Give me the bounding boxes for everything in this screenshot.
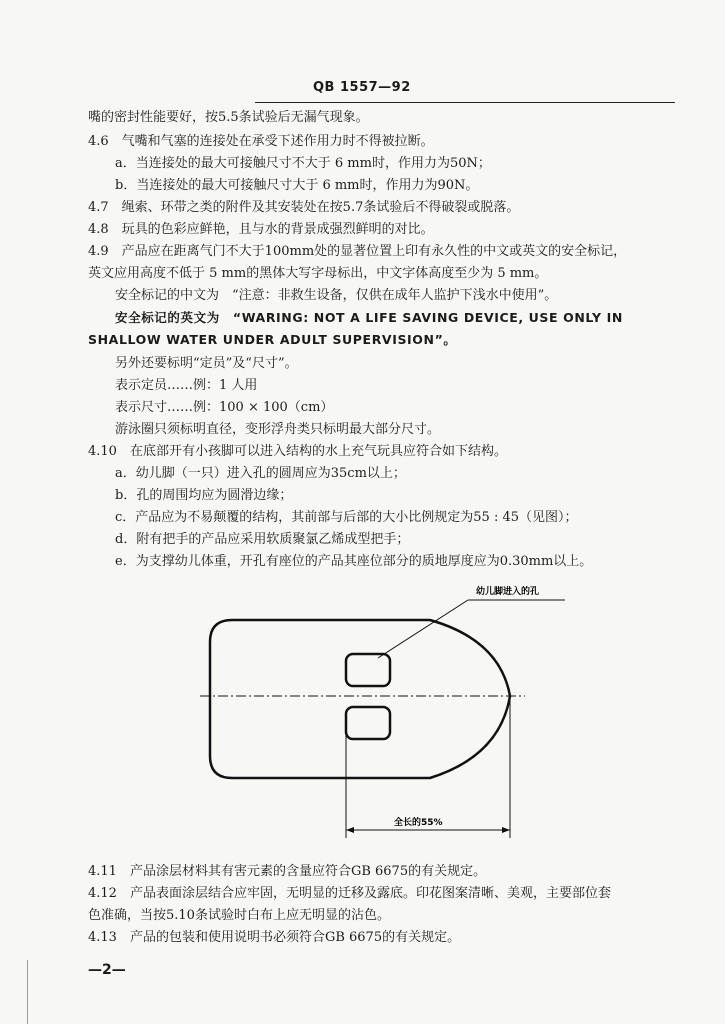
clause-4-10-e: e．为支撑幼儿体重，开孔有座位的产品其座位部分的质地厚度应为0.30mm以上。 bbox=[115, 554, 593, 569]
safety-mark-cn: 安全标记的中文为 “注意：非救生设备，仅供在成年人监护下浅水中使用”。 bbox=[115, 288, 558, 303]
text-line: 表示尺寸……例：100 × 100（cm） bbox=[115, 400, 334, 415]
clause-4-10: 4.10 在底部开有小孩脚可以进入结构的水上充气玩具应符合如下结构。 bbox=[88, 444, 507, 459]
clause-4-12: 4.12 产品表面涂层结合应牢固，无明显的迁移及露底。印花图案清晰、美观，主要部位套 bbox=[88, 886, 611, 901]
text-line: 另外还要标明“定员”及“尺寸”。 bbox=[115, 356, 298, 371]
clause-4-10-b: b．孔的周围均应为圆滑边缘； bbox=[115, 488, 293, 503]
text-line: 嘴的密封性能要好，按5.5条试验后无漏气现象。 bbox=[88, 110, 369, 125]
text-line: 游泳圈只须标明直径，变形浮舟类只标明最大部分尺寸。 bbox=[115, 422, 441, 437]
arrow-right bbox=[502, 827, 510, 833]
arrow-left bbox=[346, 827, 354, 833]
clause-4-13: 4.13 产品的包装和使用说明书必须符合GB 6675的有关规定。 bbox=[88, 930, 461, 945]
clause-4-9: 4.9 产品应在距离气门不大于100mm处的显著位置上印有永久性的中文或英文的安全标记， bbox=[88, 244, 627, 259]
text-line: 表示定员……例：1 人用 bbox=[115, 378, 258, 393]
safety-mark-en: 安全标记的英文为 “WARING: NOT A LIFE SAVING DEVICE, USE ONLY IN bbox=[115, 310, 623, 325]
clause-4-7: 4.7 绳索、环带之类的附件及其安装处在按5.7条试验后不得破裂或脱落。 bbox=[88, 200, 520, 215]
clause-4-10-c: c．产品应为不易颠覆的结构，其前部与后部的大小比例规定为55 : 45（见图）； bbox=[115, 510, 578, 525]
page-header bbox=[255, 76, 675, 103]
text-line: 英文应用高度不低于 5 mm的黑体大写字母标出，中文字体高度至少为 5 mm。 bbox=[88, 266, 548, 281]
text-line: 色准确，当按5.10条试验时白布上应无明显的沾色。 bbox=[88, 908, 390, 923]
standard-code: QB 1557—92 bbox=[313, 80, 411, 95]
foot-hole-upper bbox=[346, 654, 390, 686]
clause-4-6-b: b．当连接处的最大可接触尺寸大于 6 mm时，作用力为90N。 bbox=[115, 178, 479, 193]
foot-hole-lower bbox=[346, 707, 390, 739]
clause-4-10-a: a．幼儿脚（一只）进入孔的圆周应为35cm以上； bbox=[115, 466, 406, 481]
clause-4-6: 4.6 气嘴和气塞的连接处在承受下述作用力时不得被拉断。 bbox=[88, 134, 434, 149]
clause-4-8: 4.8 玩具的色彩应鲜艳，且与水的背景成强烈鲜明的对比。 bbox=[88, 222, 434, 237]
safety-mark-en-cont: SHALLOW WATER UNDER ADULT SUPERVISION”。 bbox=[88, 332, 457, 347]
length-label: 全长的55% bbox=[394, 818, 443, 828]
page-number: —2— bbox=[88, 962, 126, 978]
boat-figure bbox=[180, 570, 540, 840]
clause-4-10-d: d．附有把手的产品应采用软质聚氯乙烯成型把手； bbox=[115, 532, 410, 547]
hole-label: 幼儿脚进入的孔 bbox=[476, 587, 540, 597]
margin-line bbox=[27, 960, 28, 1024]
clause-4-6-a: a．当连接处的最大可接触尺寸不大于 6 mm时，作用力为50N； bbox=[115, 156, 491, 171]
hull-outline bbox=[210, 620, 510, 778]
clause-4-11: 4.11 产品涂层材料其有害元素的含量应符合GB 6675的有关规定。 bbox=[88, 864, 487, 879]
